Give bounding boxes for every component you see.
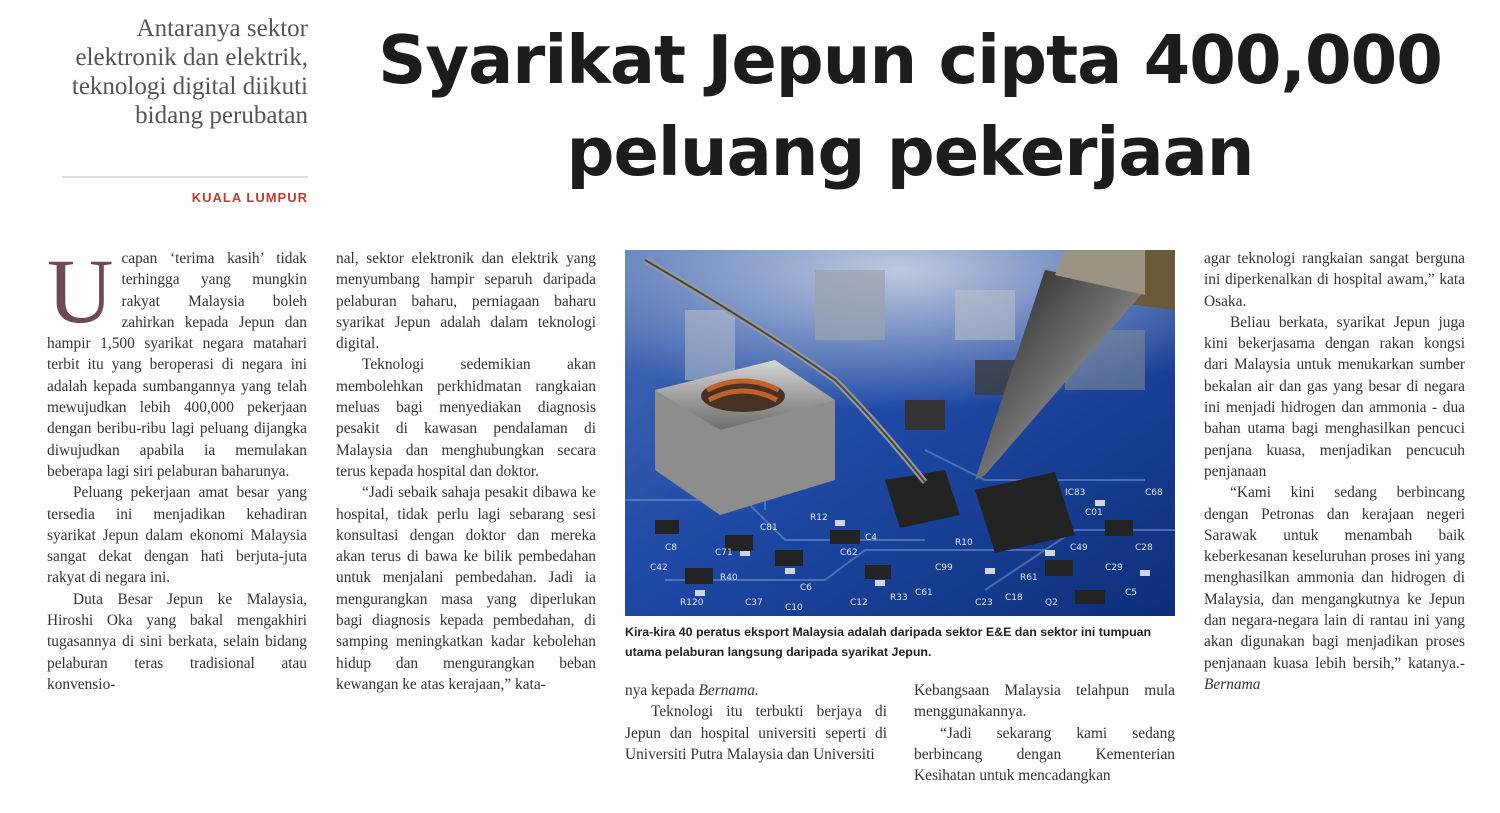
paragraph bbox=[625, 680, 887, 701]
board-silkscreen-label: C01 bbox=[1085, 508, 1103, 518]
deck-line: teknologi digital diikuti bbox=[71, 73, 308, 100]
board-silkscreen-label: C5 bbox=[1125, 588, 1138, 598]
paragraph: Teknologi itu terbukti berjaya di Jepun dan hospital universiti seperti di Universiti Putra Malaysia dan Universiti bbox=[625, 703, 887, 763]
source-credit: Bernama. bbox=[698, 682, 759, 699]
board-silkscreen-label: R40 bbox=[720, 573, 738, 583]
board-silkscreen-label: C37 bbox=[745, 598, 763, 608]
board-silkscreen-label: C61 bbox=[915, 588, 933, 598]
board-silkscreen-label: C99 bbox=[935, 563, 953, 573]
deck-line: bidang perubatan bbox=[135, 102, 308, 129]
board-silkscreen-label: Q2 bbox=[1045, 598, 1058, 608]
board-silkscreen-label: C4 bbox=[865, 533, 878, 543]
drop-cap: U bbox=[47, 240, 114, 342]
paragraph bbox=[47, 240, 307, 482]
body-column-5 bbox=[1204, 248, 1465, 793]
deck-line: Antaranya sektor bbox=[136, 15, 308, 42]
source-credit: Bernama bbox=[1204, 675, 1261, 693]
deck-divider bbox=[62, 176, 308, 178]
board-silkscreen-label: R12 bbox=[810, 513, 828, 523]
board-silkscreen-label: R61 bbox=[1020, 573, 1038, 583]
board-silkscreen-label: C42 bbox=[650, 563, 668, 573]
board-silkscreen-label: C23 bbox=[975, 598, 993, 608]
paragraph: Kebangsaan Malaysia telahpun mula menggunakannya. bbox=[914, 682, 1175, 721]
board-silkscreen-label: C28 bbox=[1135, 543, 1153, 553]
board-silkscreen-label: R33 bbox=[890, 593, 908, 603]
paragraph: Peluang pekerjaan amat besar yang tersedia ini menjadikan kehadiran syarikat Jepun dalam ekonomi Malaysia sangat dekat dengan hati berjuta-juta rakyat di negara ini. bbox=[47, 484, 307, 587]
board-silkscreen-label: R120 bbox=[680, 598, 704, 608]
body-column-4 bbox=[914, 680, 1175, 795]
board-silkscreen-label: IC83 bbox=[1065, 488, 1086, 498]
board-silkscreen-label: C6 bbox=[800, 583, 813, 593]
board-silkscreen-label: C71 bbox=[715, 548, 733, 558]
paragraph-text: “Kami kini sedang berbincang dengan Petronas dan kerajaan negeri Sarawak untuk menambah baik keberkesanan keseluruhan proses ini yang menghasilkan ammonia dan hidrogen di Malaysia, dan mengangkutnya ke Jepun dan negara-negara lain di rantau ini yang akan digunakan bagi menjadikan proses penjanaan kuasa lebih bersih,” katanya.- bbox=[1204, 484, 1465, 672]
board-silkscreen-label: C49 bbox=[1070, 543, 1088, 553]
photo-caption: Kira-kira 40 peratus eksport Malaysia adalah daripada sektor E&E dan sektor ini tumpuan utama pelaburan langsung daripada syarikat Jepun. bbox=[625, 625, 1152, 659]
paragraph: Teknologi sedemikian akan membolehkan perkhidmatan rangkaian meluas bagi menyediakan diagnosis pesakit di kawasan pendalaman di Malaysia dan menghubungkan secara terus kepada hospital dan doktor. bbox=[336, 356, 596, 480]
board-silkscreen-label: C68 bbox=[1145, 488, 1163, 498]
paragraph: “Jadi sebaik sahaja pesakit dibawa ke hospital, tidak perlu lagi sebarang sesi konsultasi dengan doktor dan mereka akan terus di bawa ke bilik pembedahan untuk menjalani pembedahan. Jadi ia mengurangkan masa yang diperlukan bagi diagnosis kepada pembedahan, di samping meningkatkan kadar kebolehan hidup dan mengurangkan beban kewangan ke atas kerajaan,” kata- bbox=[336, 484, 596, 693]
board-silkscreen-label: C62 bbox=[840, 548, 858, 558]
board-silkscreen-label: C29 bbox=[1105, 563, 1123, 573]
board-silkscreen-label: C18 bbox=[1005, 593, 1023, 603]
circuit-board-photo bbox=[625, 250, 1175, 616]
board-silkscreen-label: C12 bbox=[850, 598, 868, 608]
body-column-3 bbox=[625, 680, 887, 795]
paragraph-text: nya kepada bbox=[625, 682, 699, 699]
body-column-1 bbox=[47, 240, 307, 793]
board-silkscreen-label: C81 bbox=[760, 523, 778, 533]
paragraph-text: capan ‘terima kasih’ tidak terhingga yang mungkin rakyat Malaysia boleh zahirkan kepada Jepun dan hampir 1,500 syarikat negara matahari terbit itu yang beroperasi di negara ini adalah kepada sumbangannya yang telah mewujudkan lebih 400,000 pekerjaan dengan beribu-ribu lagi peluang dijangka diwujudkan apabila ia memulakan beberapa lagi siri pelaburan baharunya. bbox=[47, 250, 307, 480]
paragraph: Beliau berkata, syarikat Jepun juga kini bekerjasama dengan rakan kongsi dari Malaysia untuk menukarkan sumber bekalan air dan gas yang besar di negara ini menjadi hidrogen dan ammonia - dua bahan utama bagi menghasilkan pencuci penjana kuasa, menjadikan pencucuh penjanaan bbox=[1204, 313, 1465, 480]
article-deck bbox=[40, 14, 308, 130]
paragraph bbox=[1204, 482, 1465, 695]
headline-line: peluang pekerjaan bbox=[566, 113, 1254, 191]
board-silkscreen-label: R10 bbox=[955, 538, 973, 548]
paragraph: “Jadi sekarang kami sedang berbincang dengan Kementerian Kesihatan untuk mencadangkan bbox=[914, 724, 1175, 785]
board-silkscreen-label: C8 bbox=[665, 543, 678, 553]
dateline: KUALA LUMPUR bbox=[191, 190, 308, 205]
headline-line: Syarikat Jepun cipta 400,000 bbox=[378, 21, 1442, 99]
body-column-2 bbox=[336, 248, 596, 793]
paragraph: nal, sektor elektronik dan elektrik yang menyumbang hampir separuh daripada pelaburan baharu, perniagaan baharu syarikat Jepun adalah dalam teknologi digital. bbox=[336, 250, 596, 353]
headline bbox=[355, 14, 1465, 198]
deck-line: elektronik dan elektrik, bbox=[75, 44, 308, 71]
paragraph: Duta Besar Jepun ke Malaysia, Hiroshi Oka yang bakal mengakhiri tugasannya di sini berkata, selain bidang pelaburan teras tradisional atau konvensio- bbox=[47, 590, 307, 693]
board-silkscreen-label: C10 bbox=[785, 603, 803, 613]
paragraph: agar teknologi rangkaian sangat berguna ini diperkenalkan di hospital awam,” kata Osaka. bbox=[1204, 250, 1465, 310]
